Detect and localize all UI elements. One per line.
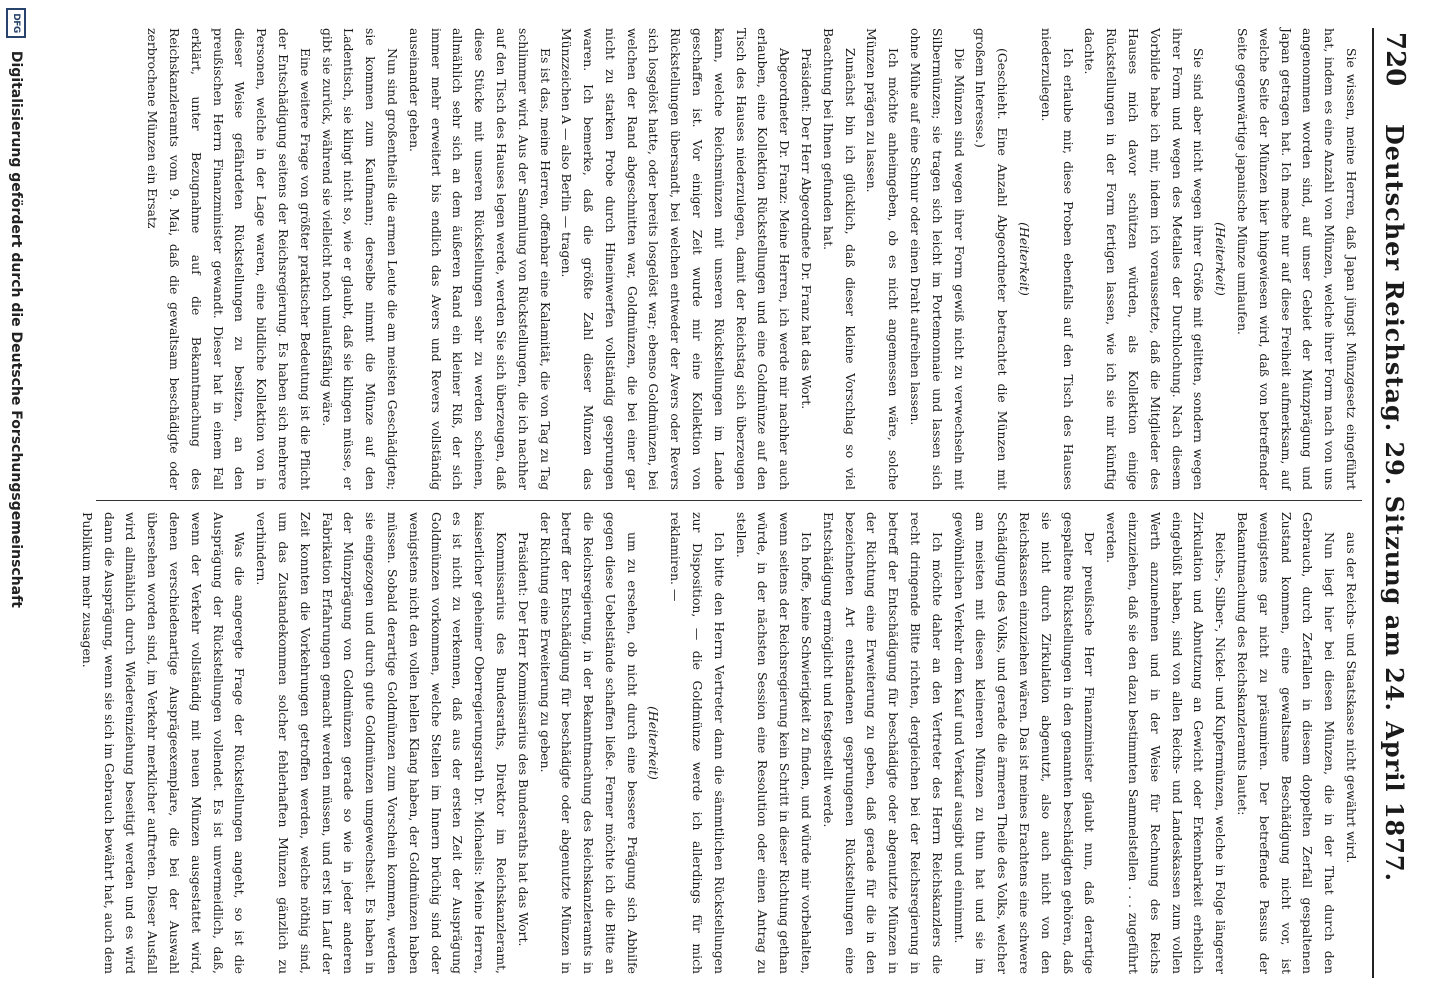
text-paragraph: aus der Reichs- und Staatskasse nicht gewährt wird. xyxy=(1344,532,1359,864)
text-paragraph: Ich bitte den Herrn Vertreter dann die sämmtlichen Rückstellungen zur Disposition, — die Goldmünze werde ich allerdings für mich reklamiren. — xyxy=(668,512,727,974)
column-divider xyxy=(96,500,1362,501)
text-paragraph: Nun liegt hier bei diesen Münzen, die in der That durch den Gebrauch, durch Zerfallen in diesem doppelten Zerfall gespaltenen Zustand kommen, eine gewaltsame Beschädigung nicht vor, ist wenigstens gar nicht zu präsumiren. Der betreffende Passus der Bekanntmachung des Reichskanzleramts lautet: xyxy=(1235,512,1338,974)
text-paragraph: Der preußische Herr Finanzminister glaubt nun, daß derartige gespaltene Rückstellungen in den genannten beschädigten gehören, daß sie nicht durch Zirkulation abgenutzt, also auch nicht von den Reichskassen einzuziehen wären. Das ist meines Erachtens eine schwere Schädigung des Volks, und gerade die ärmeren Theile des Volks, welcher am meisten mit diesen kleineren Münzen zu thun hat und sie im gewöhnlichen Verkehr dem Kauf und Verkauf ausgibt und einnimmt. xyxy=(951,512,1098,974)
text-paragraph: Was die angeregte Frage der Rückstellungen angeht, so ist die Ausprägung der Rückstellungen vollendet. Es ist unvermeidlich, daß, wenn der Verkehr vollständig mit neuen Münzen ausgestattet wird, denen verschiedenartige Ausprägeexemplare, die bei der Auswahl übersehen worden sind, im Verkehr merklicher auftreten. Dieser Ausfall wird allmählich durch Wiedereinziehung beseitigt werden und es wird dann die Ausprägung, wenn sie sich im Gebrauch bewährt hat, auch dem Publikum mehr zusagen. xyxy=(79,512,248,974)
page-header xyxy=(1372,28,1414,978)
text-paragraph: Eine weitere Frage von größter praktischer Bedeutung ist die Pflicht der Entschädigung seitens der Reichsregierung. Es haben sich mehrere Personen, welche in der Lage waren, eine bildliche Kollektion von in dieser Weise gefährdeten Rückstellungen zu besitzen, an den preußischen Herrn Finanzminister gewandt. Dieser hat in einem Fall erklärt, unter Bezugnahme auf die Bekanntmachung des Reichskanzleramts vom 9. Mai, daß die gewaltsam beschädigte oder zerbrochene Münzen ein Ersatz xyxy=(145,28,313,490)
text-paragraph: Zunächst bin ich glücklich, daß dieser kleine Vorschlag so viel Beachtung bei Ihnen gefunden hat. xyxy=(820,28,858,490)
speaker-paragraph: Präsident: Der Herr Kommissarius des Bundesraths hat das Wort. xyxy=(515,532,531,947)
text-paragraph: (Geschieht. Eine Anzahl Abgeordneter betrachtet die Münzen mit großem Interesse.) xyxy=(973,28,1011,490)
text-paragraph: Kommissarius des Bundesraths, Direktor im Reichskanzleramt, kaiserlicher geheimer Oberregierungsrath Dr. Michaelis: Meine Herren, es ist nicht zu verkennen, daß aus der ersten Zeit der Ausprägung Goldmünzen vorkommen, welche Stellen im Innern brüchig sind oder wenigstens nicht den vollen hellen Klang haben, der Goldmünzen haben müssen. Sobald derartige Goldmünzen zum Vorschein kommen, werden sie eingezogen und durch gute Goldmünzen umgewechselt. Es haben in der Münzprägung von Goldmünzen gerade so wie in jeder anderen Fabrikation Erfahrungen gemacht werden müssen, und erst im Lauf der Zeit konnten die Vorkehrungen getroffen werden, welche nöthig sind, um das Zustandekommen solcher fehlerhaften Münzen gänzlich zu verhindern. xyxy=(254,512,509,974)
text-paragraph: Ich möchte anheimgeben, ob es nicht angemessen wäre, solche Münzen prägen zu lassen. xyxy=(864,28,902,490)
footer-credit xyxy=(4,8,26,960)
page-number: 720 xyxy=(1380,32,1410,87)
text-paragraph: Ich erlaube mir, diese Proben ebenfalls auf den Tisch des Hauses niederzulegen. xyxy=(1038,28,1076,490)
page-title: Deutscher Reichstag. 29. Sitzung am 24. April 1877. xyxy=(1380,123,1409,882)
left-text-column xyxy=(96,28,1362,490)
dfg-logo: DFG xyxy=(6,8,26,38)
stage-direction: (Heiterkeit) xyxy=(646,706,662,780)
speaker-paragraph: Präsident: Der Herr Abgeordnete Dr. Franz hat das Wort. xyxy=(799,48,815,410)
text-paragraph: Es ist das, meine Herren, offenbar eine Kalamität, die von Tag zu Tag schlimmer wird. Aus der Sammlung von Rückstellungen, die ich nachher auf den Tisch des Hauses legen werde, werden Sie sich überzeugen, daß diese Stücke mit unseren Rückstellungen sehr zu werden scheinen, allmählich sehr sich an dem äußeren Rand ein kleiner Riß, der sich immer mehr erweitert bis endlich das Avers und Revers vollständig auseinander gehen. xyxy=(406,28,553,490)
stage-direction: (Heiterkeit) xyxy=(1213,222,1229,296)
text-paragraph: Sie wissen, meine Herren, daß Japan jüngst Münzgesetz eingeführt hat, indem es eine Anzahl von Münzen, welche ihrer Form nach von uns angenommen worden sind, auf unser Gebiet der Münzprägung und Japan getragen hat. Ich mache nur auf diese Freiheit aufmerksam, auf welche Seite der Münzen hier hingewiesen wird, daß von betreffender Seite gegenwärtige japanische Münze umlaufen. xyxy=(1235,28,1359,490)
text-paragraph: Ich hoffe, keine Schwierigkeit zu finden, und würde mir vorbehalten, wenn seitens der Reichsregierung kein Schritt in dieser Richtung gethan würde, in der nächsten Session eine Resolution oder einen Antrag zu stellen. xyxy=(733,512,815,974)
text-paragraph: Abgeordneter Dr. Franz: Meine Herren, ich werde mir nachher auch erlauben, eine Kollektion Rückstellungen und eine Goldmünze auf den Tisch des Hauses niederzulegen, damit der Reichstag sich überzeugen kann, welche Reichsmünzen mit unseren Rückstellungen im Lande geschaffen ist. Vor einiger Zeit wurde mir eine Kollektion von Rückstellungen übersandt, bei welchen entweder der Avers oder Revers sich losgelöst hatte, oder bereits losgelöst war; ebenso Goldmünzen, bei welchen der Rand abgeschnitten war, Goldmünzen, die bei einer gar nicht zu starken Probe durch Hineinwerfen vollständig gesprungen waren. Ich bemerke, daß die größte Zahl dieser Münzen das Münzzeichen A — also Berlin — tragen. xyxy=(559,28,793,490)
text-paragraph: Die Münzen sind wegen ihrer Form gewiß nicht zu verwechseln mit Silbermünzen; sie tragen sich leicht im Portemonnaie und lassen sich ohne Mühe auf eine Schnur oder einen Draht aufreihen lassen. xyxy=(908,28,967,490)
text-paragraph: Reichs-, Silber-, Nickel- und Kupfermünzen, welche in Folge längerer Zirkulation und Abnutzung an Gewicht oder Erkennbarkeit erheblich eingebüßt haben, sind von allen Reichs- und Landeskassen zum vollen Werth anzunehmen und in der Weise für Rechnung des Reichs einzuziehen, daß sie den dazu bestimmten Sammelstellen . . . zugeführt werden. xyxy=(1104,512,1229,974)
text-paragraph: Sie sind aber nicht wegen ihrer Größe mit gelitten, sondern wegen ihrer Form und wegen des Metalles der Durchlochung. Nach diesem Vorbilde habe ich mir, indem ich voraussetzte, daß die Mitglieder des Hauses mich davor schützen würden, als Kollektion einige Rückstellungen in der Form fertigen lassen, wie ich sie mir künftig dachte. xyxy=(1082,28,1207,490)
footer-credit-text: Digitalisierung gefördert durch die Deutsche Forschungsgemeinschaft xyxy=(8,50,24,608)
right-text-column xyxy=(79,512,1362,974)
text-paragraph: Nun sind großentheils die armen Leute die am meisten Geschädigten; sie kommen zum Kaufmann; derselbe nimmt die Münze auf den Ladentisch, sie klingt nicht so, wie er glaubt, daß sie klingen müsse, er gibt sie zurück, während sie vielleicht noch umlaufsfähig wäre. xyxy=(319,28,400,490)
stage-direction: (Heiterkeit) xyxy=(1017,222,1033,296)
text-paragraph: Ich möchte daher an den Vertreter des Herrn Reichskanzlers die recht dringende Bitte richten, dergleichen bei der Reichsregierung in betreff der Entschädigung für beschädigte oder abgenutzte Münzen in der Richtung eine Erweiterung zu geben, daß gerade für die in den bezeichneten Art entstandenen gesprungenen Rückstellungen eine Entschädigung ermöglicht und festgestellt werde. xyxy=(820,512,945,974)
text-paragraph: um zu ersehen, ob nicht durch eine bessere Prägung sich Abhilfe gegen diese Uebelstände schaffen ließe. Ferner möchte ich die Bitte an die Reichsregierung, in der Bekanntmachung des Reichskanzleramts in betreff der Entschädigung für beschädigte oder abgenutzte Münzen in der Richtung eine Erweiterung zu geben. xyxy=(537,512,640,974)
